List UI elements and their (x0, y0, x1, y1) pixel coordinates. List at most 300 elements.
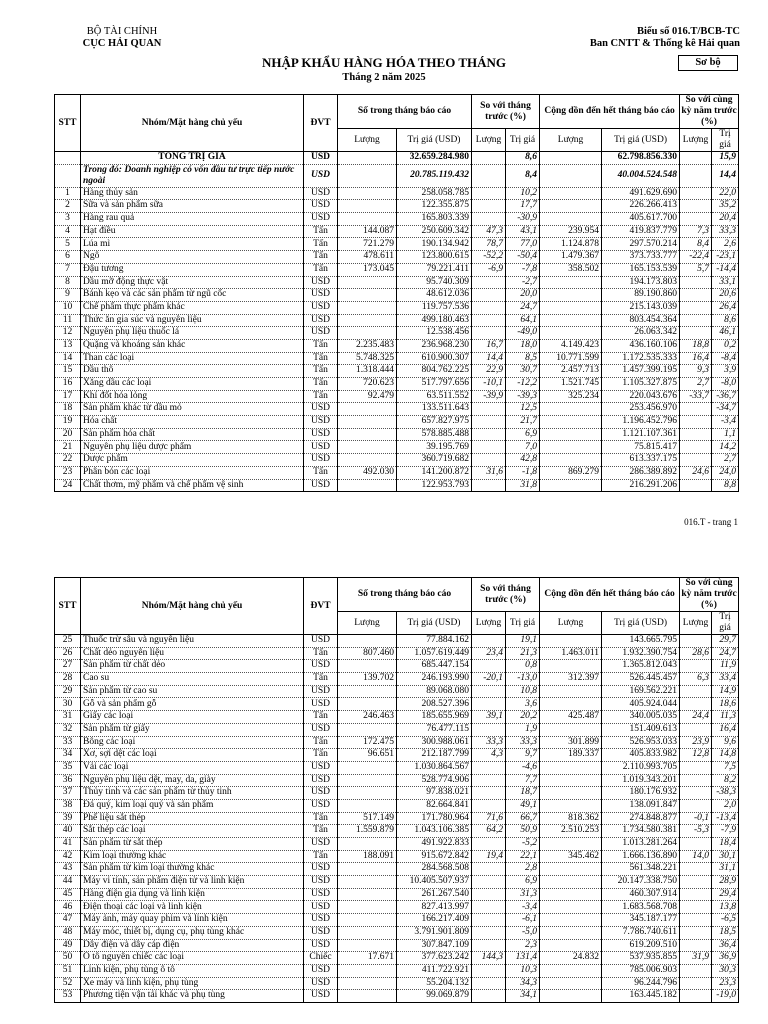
row-name: Trong đó: Doanh nghiệp có vốn đầu tư trực tiếp nước ngoài (81, 164, 304, 187)
row-prev-value-pct: 50,9 (506, 825, 540, 838)
row-cum-value: 7.786.740.611 (602, 926, 680, 939)
row-month-qty (338, 964, 397, 977)
row-unit: Tấn (304, 673, 338, 686)
row-prev-value-pct: 31,3 (506, 888, 540, 901)
row-stt (55, 152, 81, 165)
row-year-value-pct: 11,3 (712, 711, 739, 724)
row-unit: USD (304, 990, 338, 1003)
row-year-qty-pct: -22,4 (680, 251, 712, 264)
row-year-qty-pct (680, 990, 712, 1003)
row-unit: USD (304, 327, 338, 340)
row-stt: 51 (55, 964, 81, 977)
row-prev-qty-pct: 71,6 (472, 812, 506, 825)
row-name: Bông các loại (81, 736, 304, 749)
row-prev-value-pct: -4,6 (506, 761, 540, 774)
col-year-qty: Lượng (680, 129, 712, 152)
row-name: Dầu mỡ động thực vật (81, 276, 304, 289)
row-stt: 10 (55, 301, 81, 314)
row-month-value: 89.068.080 (397, 685, 472, 698)
row-prev-value-pct: 7,7 (506, 774, 540, 787)
row-month-qty (338, 454, 397, 467)
row-month-value: 185.655.969 (397, 711, 472, 724)
row-prev-value-pct: 6,9 (506, 876, 540, 889)
row-year-qty-pct (680, 314, 712, 327)
row-year-value-pct: -8,4 (712, 352, 739, 365)
row-year-qty-pct (680, 901, 712, 914)
row-year-value-pct: 29,7 (712, 635, 739, 648)
row-month-value: 261.267.540 (397, 888, 472, 901)
row-prev-qty-pct: 39,1 (472, 711, 506, 724)
row-month-qty (338, 977, 397, 990)
row-cum-qty (540, 635, 602, 648)
row-year-value-pct: 33,1 (712, 276, 739, 289)
row-year-qty-pct (680, 454, 712, 467)
row-year-value-pct: 20,6 (712, 289, 739, 302)
row-month-qty: 246.463 (338, 711, 397, 724)
row-cum-value: 405.833.982 (602, 749, 680, 762)
row-stt: 34 (55, 749, 81, 762)
row-unit: USD (304, 977, 338, 990)
row-prev-value-pct: 1,9 (506, 723, 540, 736)
row-stt: 38 (55, 799, 81, 812)
row-cum-value: 405.924.044 (602, 698, 680, 711)
row-month-qty (338, 152, 397, 165)
row-prev-qty-pct: -10,1 (472, 378, 506, 391)
row-month-qty (338, 213, 397, 226)
row-stt: 12 (55, 327, 81, 340)
row-month-value: 528.774.906 (397, 774, 472, 787)
row-cum-qty (540, 187, 602, 200)
row-year-value-pct: -34,7 (712, 403, 739, 416)
row-prev-qty-pct (472, 964, 506, 977)
row-year-qty-pct (680, 685, 712, 698)
row-year-qty-pct (680, 187, 712, 200)
row-year-qty-pct (680, 939, 712, 952)
col-unit: ĐVT (304, 578, 338, 635)
row-name: Đá quý, kim loại quý và sản phẩm (81, 799, 304, 812)
row-cum-qty (540, 787, 602, 800)
row-year-value-pct: 36,4 (712, 939, 739, 952)
row-prev-value-pct: 8,5 (506, 352, 540, 365)
row-year-value-pct: 11,9 (712, 660, 739, 673)
row-prev-value-pct: -3,4 (506, 901, 540, 914)
row-month-value: 657.827.975 (397, 416, 472, 429)
row-year-value-pct: 46,1 (712, 327, 739, 340)
row-year-value-pct: 2,7 (712, 454, 739, 467)
row-name: Ô tô nguyên chiếc các loại (81, 952, 304, 965)
row-month-qty (338, 301, 397, 314)
row-cum-value: 62.798.856.330 (602, 152, 680, 165)
col-group: Nhóm/Mặt hàng chủ yếu (81, 578, 304, 635)
row-prev-value-pct: 22,1 (506, 850, 540, 863)
row-unit: USD (304, 164, 338, 187)
row-unit: Tấn (304, 365, 338, 378)
row-month-value: 141.200.872 (397, 466, 472, 479)
row-prev-qty-pct: 19,4 (472, 850, 506, 863)
row-prev-qty-pct (472, 200, 506, 213)
row-year-qty-pct (680, 787, 712, 800)
col-cum-val: Trị giá (USD) (602, 612, 680, 635)
row-month-value: 1.030.864.567 (397, 761, 472, 774)
row-prev-qty-pct (472, 289, 506, 302)
row-month-value: 1.043.106.385 (397, 825, 472, 838)
row-month-value: 236.968.230 (397, 339, 472, 352)
row-year-value-pct: 7,5 (712, 761, 739, 774)
row-stt (55, 164, 81, 187)
row-cum-qty (540, 723, 602, 736)
row-cum-qty: 818.362 (540, 812, 602, 825)
table-row (55, 952, 739, 965)
row-prev-value-pct: 8,6 (506, 152, 540, 165)
row-unit: Tấn (304, 850, 338, 863)
row-month-value: 97.838.021 (397, 787, 472, 800)
row-cum-qty (540, 926, 602, 939)
row-name: Sản phẩm từ giấy (81, 723, 304, 736)
row-prev-qty-pct (472, 926, 506, 939)
table-row (55, 660, 739, 673)
row-name: Quặng và khoáng sản khác (81, 339, 304, 352)
row-cum-value: 286.389.892 (602, 466, 680, 479)
table-row (55, 466, 739, 479)
row-prev-qty-pct (472, 660, 506, 673)
row-month-value: 20.785.119.432 (397, 164, 472, 187)
row-cum-value: 526.953.033 (602, 736, 680, 749)
row-stt: 11 (55, 314, 81, 327)
row-year-qty-pct (680, 441, 712, 454)
table-row (55, 838, 739, 851)
row-year-qty-pct: 18,8 (680, 339, 712, 352)
row-cum-value: 419.837.779 (602, 225, 680, 238)
row-year-value-pct: -19,0 (712, 990, 739, 1003)
row-year-qty-pct (680, 838, 712, 851)
row-prev-value-pct: 33,3 (506, 736, 540, 749)
row-prev-qty-pct (472, 276, 506, 289)
issuer-block (62, 26, 182, 50)
row-month-value: 3.791.901.809 (397, 926, 472, 939)
table-row (55, 289, 739, 302)
row-name: Phế liệu sắt thép (81, 812, 304, 825)
row-year-qty-pct: 6,3 (680, 673, 712, 686)
row-prev-qty-pct (472, 698, 506, 711)
row-name: Đậu tương (81, 263, 304, 276)
table-row (55, 200, 739, 213)
table-row (55, 213, 739, 226)
page-number: 016.T - trang 1 (684, 517, 738, 527)
row-year-value-pct: 8,6 (712, 314, 739, 327)
status-badge: Sơ bộ (678, 55, 738, 71)
row-cum-qty (540, 977, 602, 990)
row-unit: USD (304, 914, 338, 927)
import-table-page-1 (54, 94, 739, 492)
row-prev-qty-pct (472, 152, 506, 165)
table-row (55, 888, 739, 901)
col-stt: STT (55, 95, 81, 152)
row-year-qty-pct: 7,3 (680, 225, 712, 238)
row-unit: Tấn (304, 736, 338, 749)
row-month-qty: 188.091 (338, 850, 397, 863)
table-row (55, 673, 739, 686)
row-year-qty-pct (680, 774, 712, 787)
row-month-qty (338, 289, 397, 302)
row-name: Sản phẩm từ cao su (81, 685, 304, 698)
row-prev-qty-pct (472, 187, 506, 200)
row-cum-value: 405.617.700 (602, 213, 680, 226)
row-unit: USD (304, 660, 338, 673)
row-cum-value: 180.176.932 (602, 787, 680, 800)
fdi-row (55, 164, 739, 187)
row-name: Dược phẩm (81, 454, 304, 467)
row-cum-qty (540, 314, 602, 327)
row-prev-qty-pct (472, 838, 506, 851)
row-prev-value-pct: 10,3 (506, 964, 540, 977)
row-month-value: 122.355.875 (397, 200, 472, 213)
row-cum-qty (540, 914, 602, 927)
table-row (55, 787, 739, 800)
row-year-value-pct: -6,5 (712, 914, 739, 927)
row-year-value-pct: 24,0 (712, 466, 739, 479)
row-unit: USD (304, 289, 338, 302)
row-stt: 31 (55, 711, 81, 724)
row-prev-value-pct: 3,6 (506, 698, 540, 711)
row-cum-qty: 312.397 (540, 673, 602, 686)
row-cum-value: 460.307.914 (602, 888, 680, 901)
row-cum-qty (540, 838, 602, 851)
table-row (55, 276, 739, 289)
row-unit: Tấn (304, 647, 338, 660)
row-prev-value-pct: 0,8 (506, 660, 540, 673)
row-year-value-pct: 16,4 (712, 723, 739, 736)
row-year-qty-pct (680, 977, 712, 990)
row-year-value-pct: 9,6 (712, 736, 739, 749)
row-year-qty-pct (680, 428, 712, 441)
row-month-qty (338, 863, 397, 876)
row-prev-qty-pct (472, 977, 506, 990)
row-prev-value-pct: 34,3 (506, 977, 540, 990)
row-cum-qty: 301.899 (540, 736, 602, 749)
row-month-qty: 807.460 (338, 647, 397, 660)
row-prev-qty-pct: 64,2 (472, 825, 506, 838)
col-cum-val: Trị giá (USD) (602, 129, 680, 152)
row-year-value-pct: 2,6 (712, 238, 739, 251)
row-name: Chế phẩm thực phẩm khác (81, 301, 304, 314)
row-stt: 33 (55, 736, 81, 749)
row-prev-value-pct: 21,3 (506, 647, 540, 660)
row-cum-qty (540, 964, 602, 977)
table-row (55, 964, 739, 977)
row-name: Chất dẻo nguyên liệu (81, 647, 304, 660)
row-stt: 46 (55, 901, 81, 914)
table-row (55, 863, 739, 876)
row-year-value-pct: -3,4 (712, 416, 739, 429)
row-year-qty-pct (680, 213, 712, 226)
row-prev-value-pct: 131,4 (506, 952, 540, 965)
table-row (55, 761, 739, 774)
row-month-value: 915.672.842 (397, 850, 472, 863)
col-cumulative: Cộng dồn đến hết tháng báo cáo (540, 578, 680, 612)
row-cum-value: 526.445.457 (602, 673, 680, 686)
table-row (55, 403, 739, 416)
row-month-qty (338, 428, 397, 441)
row-name: Vải các loại (81, 761, 304, 774)
row-month-qty: 2.235.483 (338, 339, 397, 352)
row-cum-value: 253.456.970 (602, 403, 680, 416)
row-prev-qty-pct: 4,3 (472, 749, 506, 762)
row-stt: 2 (55, 200, 81, 213)
row-unit: USD (304, 479, 338, 492)
row-prev-qty-pct (472, 863, 506, 876)
row-year-qty-pct (680, 799, 712, 812)
row-prev-qty-pct (472, 761, 506, 774)
row-month-qty (338, 901, 397, 914)
row-cum-value: 163.445.182 (602, 990, 680, 1003)
col-unit: ĐVT (304, 95, 338, 152)
row-cum-value: 1.683.568.708 (602, 901, 680, 914)
row-name: Khí đốt hóa lỏng (81, 390, 304, 403)
row-cum-qty (540, 428, 602, 441)
row-cum-value: 803.454.364 (602, 314, 680, 327)
row-month-value: 517.797.656 (397, 378, 472, 391)
row-cum-qty: 4.149.423 (540, 339, 602, 352)
row-name: Gỗ và sản phẩm gỗ (81, 698, 304, 711)
row-prev-value-pct: -50,4 (506, 251, 540, 264)
row-unit: USD (304, 200, 338, 213)
col-month-val: Trị giá (USD) (397, 129, 472, 152)
row-prev-value-pct: 20,0 (506, 289, 540, 302)
row-cum-value: 1.019.343.201 (602, 774, 680, 787)
row-cum-value: 26.063.342 (602, 327, 680, 340)
row-prev-value-pct: 42,8 (506, 454, 540, 467)
table-row (55, 736, 739, 749)
row-year-value-pct: 26,4 (712, 301, 739, 314)
row-prev-qty-pct (472, 723, 506, 736)
row-prev-qty-pct: 16,7 (472, 339, 506, 352)
row-cum-qty: 425.487 (540, 711, 602, 724)
row-cum-qty: 239.954 (540, 225, 602, 238)
col-vs-prev: So với tháng trước (%) (472, 95, 540, 129)
row-name: Phương tiện vận tải khác và phụ tùng (81, 990, 304, 1003)
row-cum-value: 169.562.221 (602, 685, 680, 698)
row-cum-value: 619.209.510 (602, 939, 680, 952)
row-cum-qty (540, 799, 602, 812)
row-cum-value: 216.291.206 (602, 479, 680, 492)
row-cum-value: 40.004.524.548 (602, 164, 680, 187)
row-month-value: 99.069.879 (397, 990, 472, 1003)
row-unit: USD (304, 635, 338, 648)
row-cum-value: 138.091.847 (602, 799, 680, 812)
row-year-qty-pct: -5,3 (680, 825, 712, 838)
row-name: Nguyên phụ liệu thuốc lá (81, 327, 304, 340)
row-cum-qty (540, 761, 602, 774)
row-prev-qty-pct: 14,4 (472, 352, 506, 365)
row-stt: 14 (55, 352, 81, 365)
row-cum-value: 436.160.106 (602, 339, 680, 352)
row-prev-value-pct: 49,1 (506, 799, 540, 812)
row-year-qty-pct (680, 660, 712, 673)
row-year-value-pct: 14,4 (712, 164, 739, 187)
row-cum-qty (540, 213, 602, 226)
row-cum-qty (540, 774, 602, 787)
row-year-qty-pct: 8,4 (680, 238, 712, 251)
table-row (55, 685, 739, 698)
row-year-qty-pct: 12,8 (680, 749, 712, 762)
row-prev-qty-pct (472, 990, 506, 1003)
row-month-qty (338, 914, 397, 927)
row-unit: Tấn (304, 251, 338, 264)
row-year-value-pct: 14,8 (712, 749, 739, 762)
row-year-qty-pct (680, 914, 712, 927)
row-unit: USD (304, 926, 338, 939)
table-row (55, 327, 739, 340)
row-cum-qty (540, 416, 602, 429)
row-stt: 49 (55, 939, 81, 952)
row-stt: 7 (55, 263, 81, 276)
row-stt: 53 (55, 990, 81, 1003)
row-month-qty: 5.748.325 (338, 352, 397, 365)
table-row (55, 187, 739, 200)
row-prev-qty-pct (472, 314, 506, 327)
row-cum-value: 345.187.177 (602, 914, 680, 927)
row-cum-qty: 345.462 (540, 850, 602, 863)
row-prev-qty-pct (472, 441, 506, 454)
row-stt: 21 (55, 441, 81, 454)
col-prev-qty: Lượng (472, 612, 506, 635)
row-month-value: 578.885.488 (397, 428, 472, 441)
total-row (55, 152, 739, 165)
row-month-value: 32.659.284.980 (397, 152, 472, 165)
row-month-value: 166.217.409 (397, 914, 472, 927)
row-name: Sữa và sản phẩm sữa (81, 200, 304, 213)
row-cum-qty (540, 276, 602, 289)
row-year-qty-pct (680, 152, 712, 165)
row-prev-qty-pct (472, 428, 506, 441)
row-unit: USD (304, 416, 338, 429)
row-cum-value: 1.121.107.361 (602, 428, 680, 441)
row-prev-value-pct: -6,1 (506, 914, 540, 927)
row-prev-qty-pct: -39,9 (472, 390, 506, 403)
row-prev-qty-pct: 47,3 (472, 225, 506, 238)
row-cum-value: 220.043.676 (602, 390, 680, 403)
row-stt: 41 (55, 838, 81, 851)
row-month-value: 250.609.342 (397, 225, 472, 238)
row-year-value-pct: 18,6 (712, 698, 739, 711)
row-stt: 32 (55, 723, 81, 736)
row-cum-qty (540, 164, 602, 187)
row-month-value: 190.134.942 (397, 238, 472, 251)
row-prev-value-pct: 10,2 (506, 187, 540, 200)
row-cum-value: 1.172.535.333 (602, 352, 680, 365)
row-year-qty-pct (680, 301, 712, 314)
table-row (55, 939, 739, 952)
row-year-qty-pct (680, 479, 712, 492)
row-prev-value-pct: -5,0 (506, 926, 540, 939)
row-name: Hàng rau quả (81, 213, 304, 226)
row-cum-value: 785.006.903 (602, 964, 680, 977)
row-stt: 1 (55, 187, 81, 200)
row-month-value: 208.527.396 (397, 698, 472, 711)
row-month-value: 48.612.036 (397, 289, 472, 302)
row-unit: Chiếc (304, 952, 338, 965)
form-info-block (590, 26, 740, 50)
row-unit: Tấn (304, 263, 338, 276)
row-month-qty (338, 403, 397, 416)
row-prev-qty-pct: -6,9 (472, 263, 506, 276)
row-cum-value: 1.365.812.043 (602, 660, 680, 673)
row-unit: USD (304, 152, 338, 165)
row-stt: 3 (55, 213, 81, 226)
ministry-name: BỘ TÀI CHÍNH (86, 26, 158, 37)
row-year-value-pct: 3,9 (712, 365, 739, 378)
col-prev-qty: Lượng (472, 129, 506, 152)
